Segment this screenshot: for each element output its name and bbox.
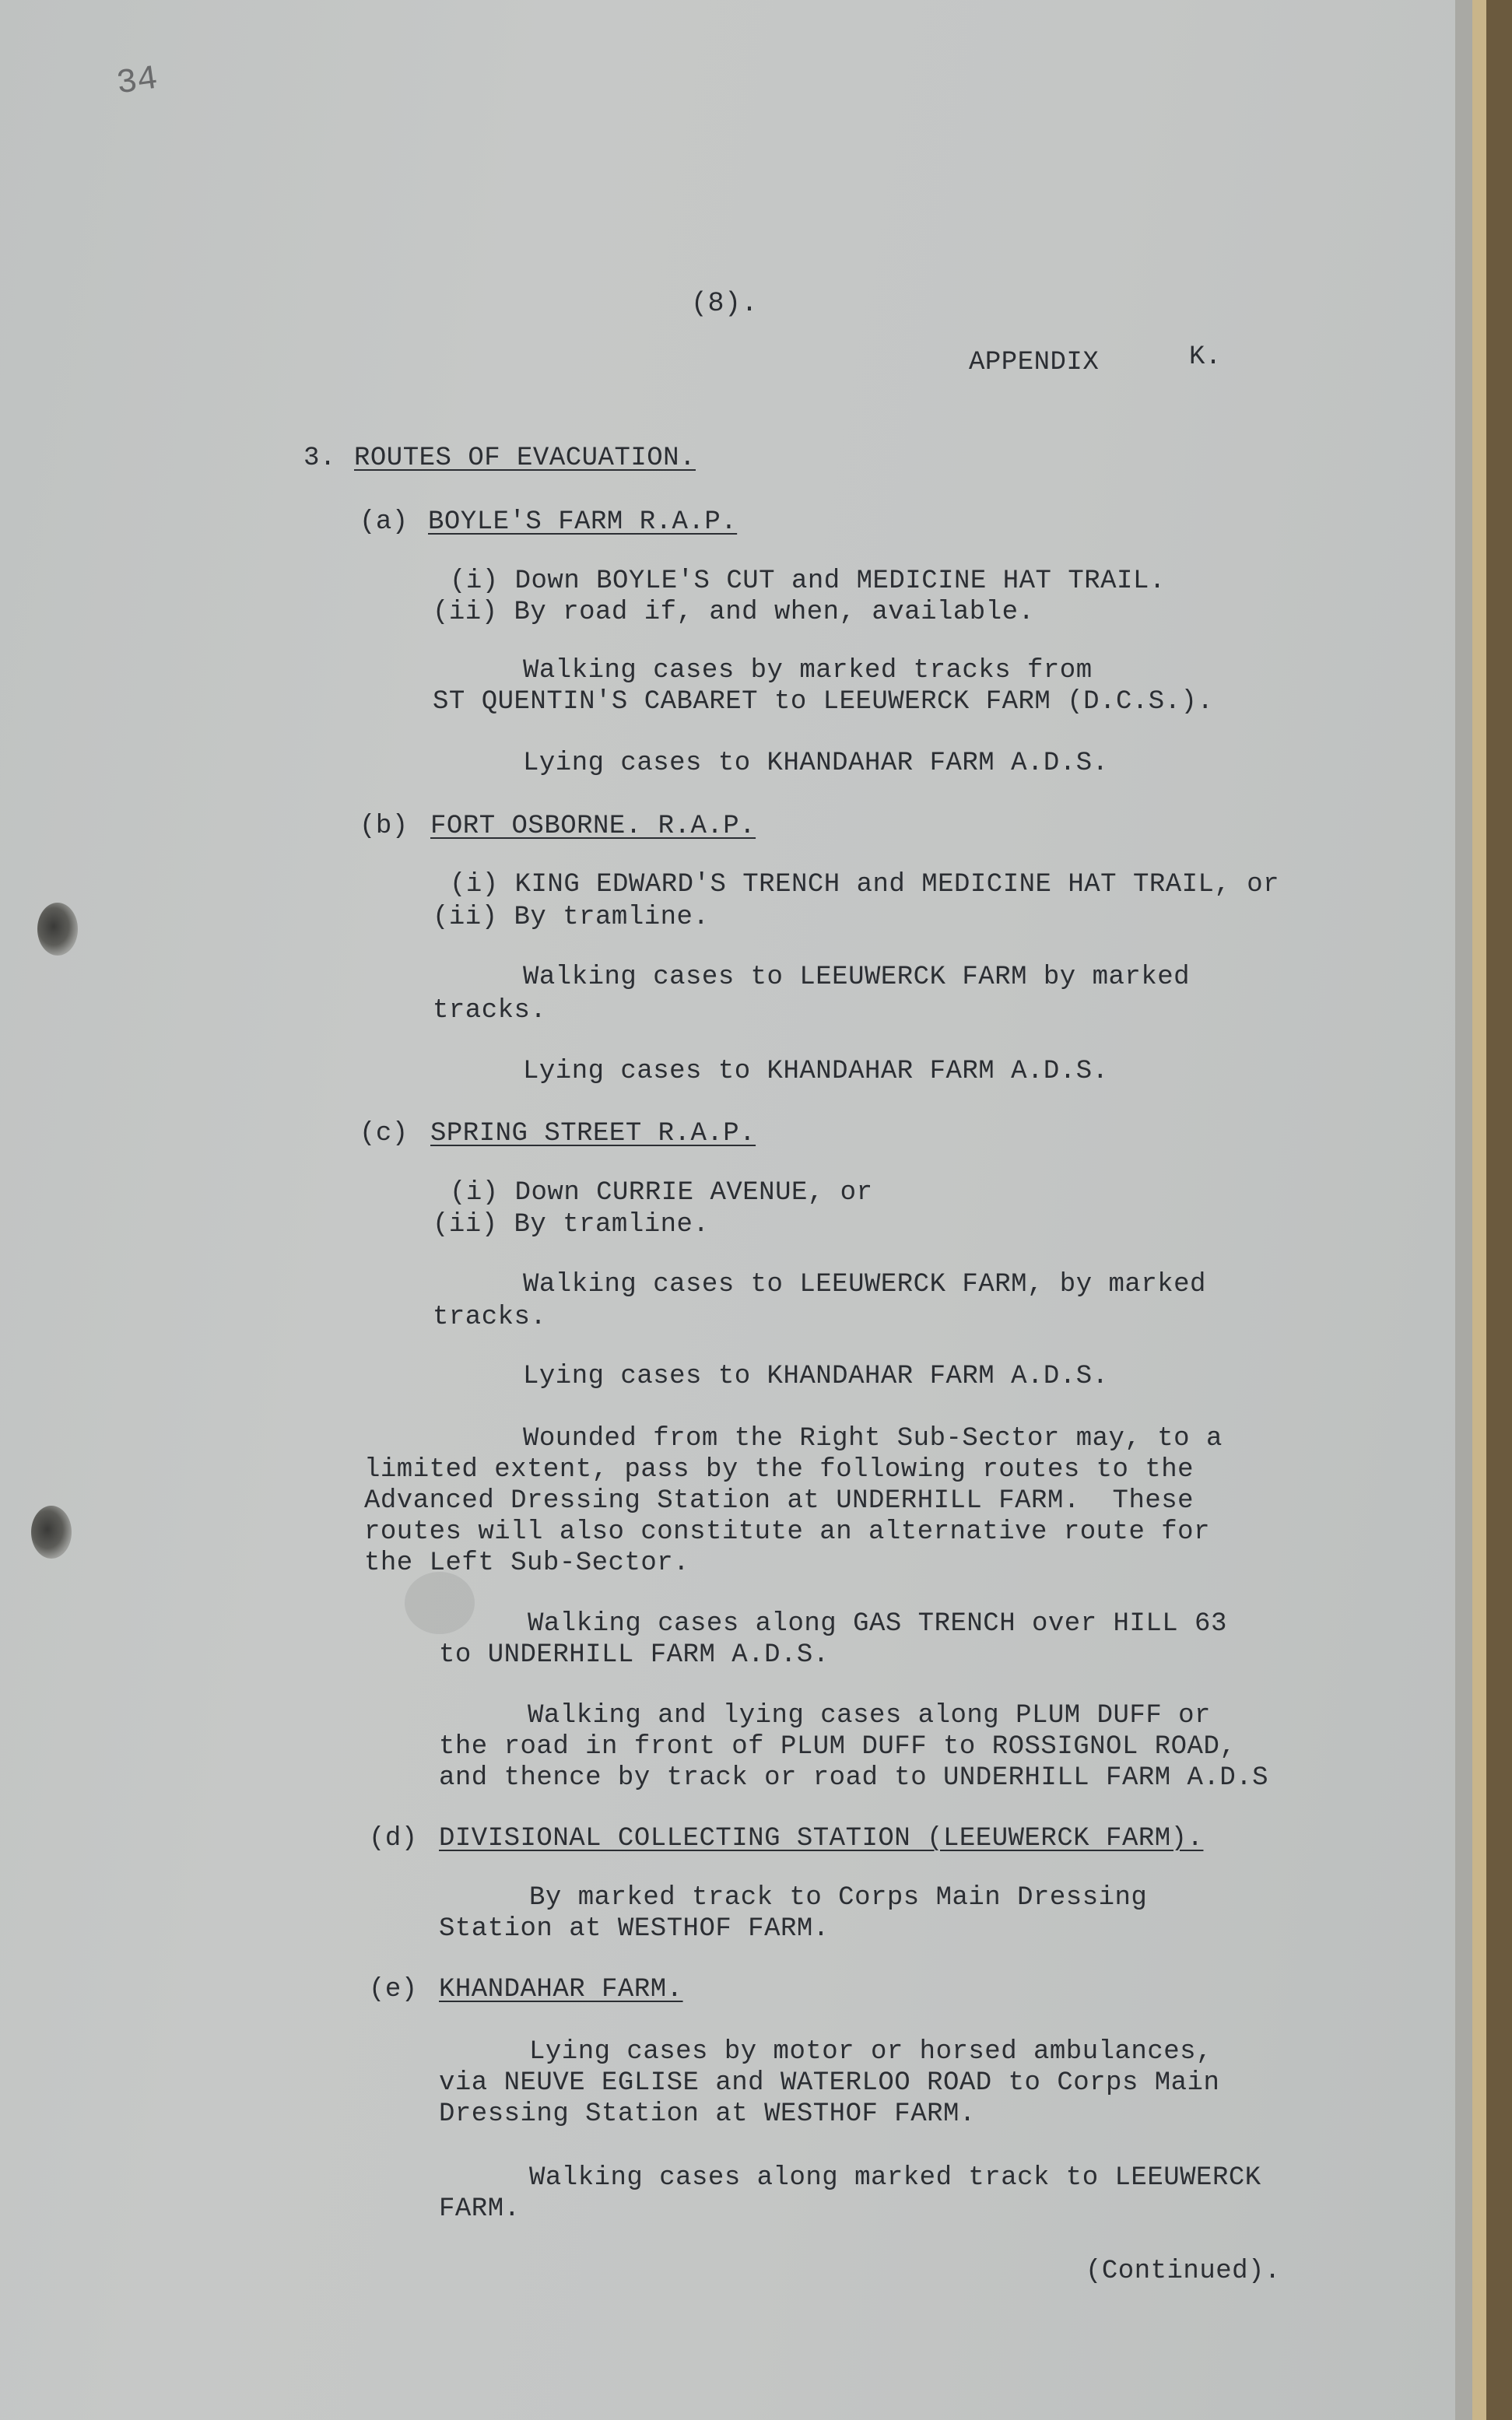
gas-trench-line1: Walking cases along GAS TRENCH over HILL 63: [528, 1609, 1227, 1639]
khandahar-lying-line3: Dressing Station at WESTHOF FARM.: [439, 2099, 976, 2129]
subsection-label-c: (c): [360, 1119, 409, 1149]
gas-trench-line2: to UNDERHILL FARM A.D.S.: [439, 1640, 830, 1670]
page-edge: [1455, 0, 1472, 2420]
wounded-line5: the Left Sub-Sector.: [364, 1548, 690, 1578]
continued-note: (Continued).: [1086, 2257, 1281, 2286]
route-a-i: (i) Down BOYLE'S CUT and MEDICINE HAT TRAIL.: [450, 566, 1166, 596]
khandahar-walking-line2: FARM.: [439, 2194, 521, 2224]
subsection-label-b: (b): [360, 812, 409, 841]
punch-hole-top: [37, 903, 78, 956]
subsection-label-a: (a): [360, 507, 409, 537]
dcs-line1: By marked track to Corps Main Dressing: [529, 1883, 1148, 1913]
plum-duff-line2: the road in front of PLUM DUFF to ROSSIGNOL ROAD,: [439, 1732, 1237, 1762]
walking-c-line2: tracks.: [433, 1303, 547, 1332]
wounded-line2: limited extent, pass by the following routes to the: [364, 1455, 1195, 1485]
plum-duff-line3: and thence by track or road to UNDERHILL FARM A.D.S: [439, 1763, 1269, 1793]
route-b-i: (i) KING EDWARD'S TRENCH and MEDICINE HAT TRAIL, or: [450, 870, 1280, 900]
subsection-title-c: SPRING STREET R.A.P.: [430, 1119, 756, 1149]
khandahar-walking-line1: Walking cases along marked track to LEEUWERCK: [529, 2163, 1261, 2193]
subsection-label-d: (d): [369, 1824, 418, 1854]
subsection-label-e: (e): [369, 1975, 418, 2004]
wounded-line4: routes will also constitute an alternative route for: [364, 1517, 1210, 1547]
section-title: ROUTES OF EVACUATION.: [354, 444, 696, 473]
page-number: (8).: [691, 288, 759, 319]
route-c-ii: (ii) By tramline.: [433, 1210, 710, 1240]
khandahar-lying-line1: Lying cases by motor or horsed ambulances,: [529, 2037, 1212, 2067]
paper-stain: [405, 1572, 475, 1634]
lying-a: Lying cases to KHANDAHAR FARM A.D.S.: [523, 749, 1109, 778]
route-b-ii: (ii) By tramline.: [433, 903, 710, 932]
subsection-title-b: FORT OSBORNE. R.A.P.: [430, 812, 756, 841]
khandahar-lying-line2: via NEUVE EGLISE and WATERLOO ROAD to Corps Main: [439, 2068, 1220, 2098]
lying-c: Lying cases to KHANDAHAR FARM A.D.S.: [523, 1362, 1109, 1391]
subsection-title-d: DIVISIONAL COLLECTING STATION (LEEUWERCK FARM).: [439, 1824, 1204, 1854]
plum-duff-line1: Walking and lying cases along PLUM DUFF or: [528, 1701, 1211, 1731]
punch-hole-bottom: [31, 1506, 72, 1559]
walking-a-line2: ST QUENTIN'S CABARET to LEEUWERCK FARM (D.C.S.).: [433, 687, 1214, 717]
wounded-line3: Advanced Dressing Station at UNDERHILL FARM. These: [364, 1486, 1195, 1516]
walking-b-line2: tracks.: [433, 996, 547, 1026]
folder-edge: [1472, 0, 1486, 2420]
walking-a-line1: Walking cases by marked tracks from: [523, 656, 1093, 686]
subsection-title-a: BOYLE'S FARM R.A.P.: [428, 507, 738, 537]
route-c-i: (i) Down CURRIE AVENUE, or: [450, 1178, 873, 1208]
dcs-line2: Station at WESTHOF FARM.: [439, 1914, 830, 1944]
route-a-ii: (ii) By road if, and when, available.: [433, 598, 1035, 627]
section-number: 3.: [303, 444, 336, 473]
lying-b: Lying cases to KHANDAHAR FARM A.D.S.: [523, 1057, 1109, 1086]
appendix-letter: K.: [1189, 342, 1222, 372]
wounded-line1: Wounded from the Right Sub-Sector may, to a: [523, 1424, 1223, 1454]
appendix-label: APPENDIX: [969, 348, 1100, 377]
subsection-title-e: KHANDAHAR FARM.: [439, 1975, 683, 2004]
walking-c-line1: Walking cases to LEEUWERCK FARM, by marked: [523, 1270, 1206, 1299]
walking-b-line1: Walking cases to LEEUWERCK FARM by marked: [523, 963, 1191, 992]
corner-mark: 34: [114, 59, 161, 104]
desk-background: [1486, 0, 1512, 2420]
